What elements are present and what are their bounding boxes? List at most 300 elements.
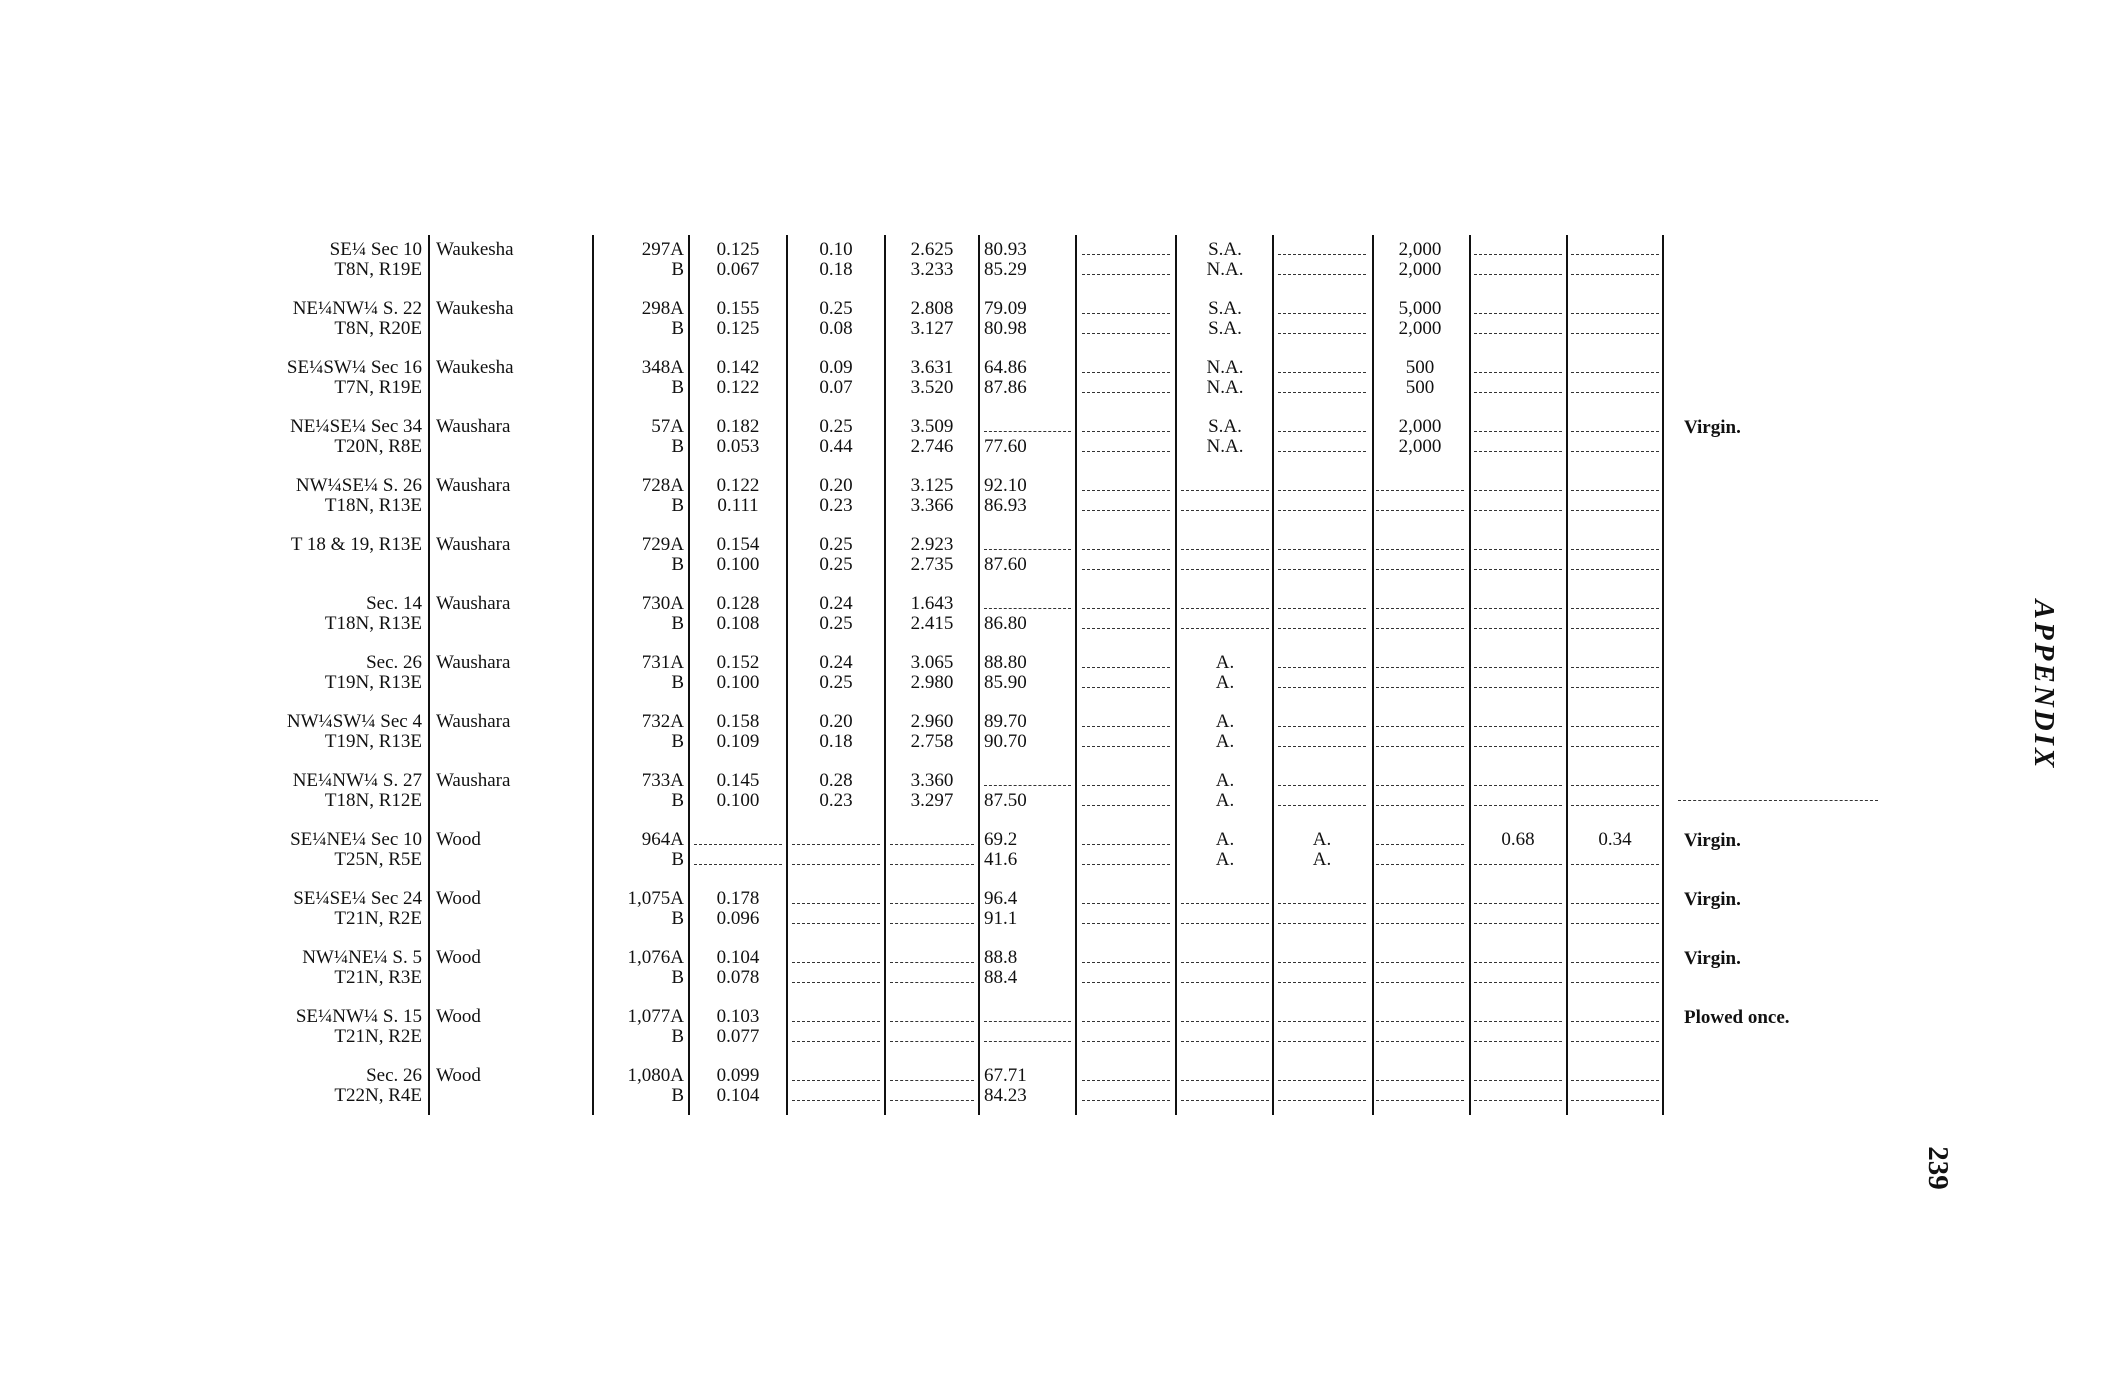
c3-value: 2.808 <box>910 298 954 319</box>
cell-c1 <box>694 889 782 929</box>
leader-dots <box>1376 555 1464 575</box>
leader-dots <box>1376 673 1464 693</box>
cell-c8 <box>1376 594 1464 634</box>
c2-value: 0.20 <box>819 475 853 496</box>
leader-dots <box>1571 712 1659 732</box>
c4-value: 79.09 <box>984 298 1027 319</box>
leader-dots <box>1474 594 1562 614</box>
c8-value: 2,000 <box>1398 259 1442 280</box>
lab-value: B <box>671 495 684 516</box>
c1-value: 0.122 <box>716 377 760 398</box>
c3-value: 2.735 <box>910 554 954 575</box>
lab-value: B <box>671 436 684 457</box>
leader-dots <box>792 1007 880 1027</box>
cell-c10 <box>1571 476 1659 516</box>
leader-dots <box>1082 850 1170 870</box>
leader-dots <box>1571 889 1659 909</box>
loc-value: NE¼NW¼ S. 27 <box>292 770 422 791</box>
leader-dots <box>1278 555 1366 575</box>
c3-value: 2.625 <box>910 239 954 260</box>
lab-value: 730A <box>641 593 684 614</box>
cell-c6 <box>1181 594 1269 634</box>
c2-value: 0.25 <box>819 672 853 693</box>
cell-c7 <box>1278 712 1366 752</box>
leader-dots <box>1278 358 1366 378</box>
cell-c5 <box>1082 889 1170 929</box>
leader-dots <box>1082 496 1170 516</box>
leader-dots <box>1082 732 1170 752</box>
c1-value: 0.099 <box>716 1065 760 1086</box>
leader-dots <box>1278 594 1366 614</box>
c3-value: 2.960 <box>910 711 954 732</box>
leader-dots <box>1278 791 1366 811</box>
loc-value: Sec. 14 <box>366 593 422 614</box>
cell-c8 <box>1376 1066 1464 1106</box>
leader-dots <box>1082 1027 1170 1047</box>
leader-dots <box>792 889 880 909</box>
cell-c5 <box>1082 830 1170 870</box>
leader-dots <box>1082 417 1170 437</box>
cell-county <box>436 1007 586 1047</box>
cell-county <box>436 830 586 870</box>
leader-dots <box>984 535 1071 555</box>
cell-lab <box>596 889 684 929</box>
cell-c1 <box>694 240 782 280</box>
leader-dots <box>1082 437 1170 457</box>
cell-c2 <box>792 889 880 929</box>
lab-value: B <box>671 259 684 280</box>
lab-value: B <box>671 377 684 398</box>
cell-c7 <box>1278 1007 1366 1047</box>
c1-value: 0.178 <box>716 888 760 909</box>
c1-value: 0.125 <box>716 239 760 260</box>
c2-value: 0.18 <box>819 259 853 280</box>
cell-c10 <box>1571 1066 1659 1106</box>
leader-dots <box>1571 437 1659 457</box>
leader-dots <box>792 948 880 968</box>
c1-value: 0.145 <box>716 770 760 791</box>
cell-c6 <box>1181 1066 1269 1106</box>
cell-c2 <box>792 1007 880 1047</box>
loc-value: SE¼SE¼ Sec 24 <box>293 888 422 909</box>
cell-county <box>436 712 586 752</box>
cell-c5 <box>1082 594 1170 634</box>
cell-c5 <box>1082 535 1170 575</box>
cell-lab <box>596 830 684 870</box>
county-name: Waushara <box>436 593 511 614</box>
running-head: APPENDIX <box>2028 599 2060 771</box>
leader-dots <box>1181 968 1269 988</box>
leader-dots <box>1181 476 1269 496</box>
leader-dots <box>1082 260 1170 280</box>
cell-c4 <box>984 240 1071 280</box>
c2-value: 0.18 <box>819 731 853 752</box>
c3-value: 3.065 <box>910 652 954 673</box>
cell-c7 <box>1278 653 1366 693</box>
leader-dots <box>1278 260 1366 280</box>
cell-c9 <box>1474 889 1562 929</box>
lab-value: 1,080A <box>627 1065 684 1086</box>
loc-value: T8N, R20E <box>334 318 422 339</box>
county-name: Waushara <box>436 770 511 791</box>
leader-dots <box>1082 240 1170 260</box>
county-name: Waukesha <box>436 357 514 378</box>
leader-dots <box>1571 771 1659 791</box>
c4-value: 86.93 <box>984 495 1027 516</box>
cell-c10 <box>1571 771 1659 811</box>
cell-c8 <box>1376 1007 1464 1047</box>
c3-value: 3.297 <box>910 790 954 811</box>
leader-dots <box>1571 1027 1659 1047</box>
cell-c9 <box>1474 653 1562 693</box>
cell-county <box>436 594 586 634</box>
cell-c4 <box>984 712 1071 752</box>
lab-value: B <box>671 849 684 870</box>
c2-value: 0.25 <box>819 416 853 437</box>
c9-value: 0.68 <box>1501 829 1535 850</box>
leader-dots <box>1082 358 1170 378</box>
c1-value: 0.100 <box>716 672 760 693</box>
leader-dots <box>1278 1007 1366 1027</box>
c3-value: 2.923 <box>910 534 954 555</box>
leader-dots <box>1181 909 1269 929</box>
loc-value: SE¼SW¼ Sec 16 <box>286 357 422 378</box>
leader-dots <box>1376 850 1464 870</box>
leader-dots <box>1474 653 1562 673</box>
leader-dots <box>1474 614 1562 634</box>
leader-dots <box>1376 771 1464 791</box>
cell-county <box>436 948 586 988</box>
leader-dots <box>1376 476 1464 496</box>
loc-value: T19N, R13E <box>324 672 422 693</box>
table-row <box>0 1066 2126 1106</box>
cell-c3 <box>890 771 974 811</box>
c4-value: 77.60 <box>984 436 1027 457</box>
c3-value: 2.415 <box>910 613 954 634</box>
leader-dots <box>792 850 880 870</box>
cell-c3 <box>890 712 974 752</box>
c7-value: A. <box>1312 849 1332 870</box>
leader-dots <box>792 830 880 850</box>
leader-dots <box>1082 1066 1170 1086</box>
cell-c1 <box>694 299 782 339</box>
lab-value: 1,076A <box>627 947 684 968</box>
leader-dots <box>1474 909 1562 929</box>
cell-c5 <box>1082 240 1170 280</box>
leader-dots <box>1571 673 1659 693</box>
cell-c9 <box>1474 535 1562 575</box>
c1-value: 0.152 <box>716 652 760 673</box>
leader-dots <box>1376 909 1464 929</box>
leader-dots <box>890 948 974 968</box>
county-name: Waushara <box>436 711 511 732</box>
c8-value: 2,000 <box>1398 436 1442 457</box>
cell-c10 <box>1571 299 1659 339</box>
cell-c9 <box>1474 771 1562 811</box>
cell-lab <box>596 1066 684 1106</box>
leader-dots <box>1376 712 1464 732</box>
leader-dots <box>1278 240 1366 260</box>
leader-dots <box>1082 889 1170 909</box>
lab-value: 728A <box>641 475 684 496</box>
leader-dots <box>1278 437 1366 457</box>
leader-dots <box>1474 1066 1562 1086</box>
remark: Virgin. <box>1684 889 1741 910</box>
leader-dots <box>1082 653 1170 673</box>
leader-dots <box>890 889 974 909</box>
leader-dots <box>1571 791 1659 811</box>
cell-lab <box>596 653 684 693</box>
cell-c9 <box>1474 594 1562 634</box>
leader-dots <box>1571 1086 1659 1106</box>
c1-value: 0.096 <box>716 908 760 929</box>
lab-value: B <box>671 1026 684 1047</box>
c1-value: 0.104 <box>716 1085 760 1106</box>
leader-dots <box>1474 1027 1562 1047</box>
c4-value: 87.60 <box>984 554 1027 575</box>
leader-dots <box>1571 496 1659 516</box>
cell-county <box>436 889 586 929</box>
c4-value: 88.4 <box>984 967 1018 988</box>
cell-c10 <box>1571 653 1659 693</box>
table-row <box>0 417 2126 457</box>
leader-dots <box>1181 614 1269 634</box>
leader-dots <box>1181 948 1269 968</box>
county-name: Waushara <box>436 416 511 437</box>
remark: Virgin. <box>1684 948 1741 969</box>
cell-c6 <box>1181 240 1269 280</box>
leader-dots <box>1181 594 1269 614</box>
lab-value: 733A <box>641 770 684 791</box>
cell-loc <box>225 712 422 752</box>
cell-c3 <box>890 476 974 516</box>
lab-value: 348A <box>641 357 684 378</box>
leader-dots <box>1474 1086 1562 1106</box>
c4-value: 80.98 <box>984 318 1027 339</box>
cell-c6 <box>1181 1007 1269 1047</box>
cell-c8 <box>1376 830 1464 870</box>
loc-value: T18N, R12E <box>324 790 422 811</box>
cell-county <box>436 476 586 516</box>
cell-c10 <box>1571 358 1659 398</box>
leader-dots <box>984 1007 1071 1027</box>
leader-dots <box>890 968 974 988</box>
loc-value: SE¼ Sec 10 <box>329 239 422 260</box>
cell-c1 <box>694 476 782 516</box>
leader-dots <box>890 830 974 850</box>
c1-value: 0.077 <box>716 1026 760 1047</box>
cell-county <box>436 1066 586 1106</box>
cell-c7 <box>1278 889 1366 929</box>
leader-dots <box>1571 535 1659 555</box>
leader-dots <box>1082 1086 1170 1106</box>
leader-dots <box>1474 1007 1562 1027</box>
leader-dots <box>694 830 782 850</box>
cell-c3 <box>890 594 974 634</box>
cell-c2 <box>792 712 880 752</box>
c2-value: 0.24 <box>819 593 853 614</box>
cell-c3 <box>890 889 974 929</box>
leader-dots <box>1376 594 1464 614</box>
c3-value: 3.125 <box>910 475 954 496</box>
cell-c8 <box>1376 653 1464 693</box>
leader-dots <box>1376 830 1464 850</box>
c2-value: 0.28 <box>819 770 853 791</box>
c2-value: 0.20 <box>819 711 853 732</box>
cell-loc <box>225 299 422 339</box>
leader-dots <box>792 1086 880 1106</box>
leader-dots <box>890 1086 974 1106</box>
leader-dots <box>1082 1007 1170 1027</box>
leader-dots <box>1181 1007 1269 1027</box>
leader-dots <box>1278 909 1366 929</box>
leader-dots <box>1571 653 1659 673</box>
cell-lab <box>596 417 684 457</box>
cell-c3 <box>890 240 974 280</box>
leader-dots <box>1474 712 1562 732</box>
cell-c6 <box>1181 653 1269 693</box>
cell-c8 <box>1376 299 1464 339</box>
cell-c8 <box>1376 889 1464 929</box>
c2-value: 0.10 <box>819 239 853 260</box>
lab-value: B <box>671 1085 684 1106</box>
leader-dots <box>1181 535 1269 555</box>
leader-dots <box>984 594 1071 614</box>
c3-value: 2.980 <box>910 672 954 693</box>
cell-c3 <box>890 653 974 693</box>
table-row <box>0 476 2126 516</box>
leader-dots <box>1082 299 1170 319</box>
cell-c5 <box>1082 653 1170 693</box>
c4-value: 88.80 <box>984 652 1027 673</box>
lab-value: B <box>671 613 684 634</box>
lab-value: 57A <box>651 416 684 437</box>
leader-dots <box>890 1007 974 1027</box>
leader-dots <box>1474 240 1562 260</box>
leader-dots <box>1571 417 1659 437</box>
cell-c6 <box>1181 535 1269 575</box>
c2-value: 0.08 <box>819 318 853 339</box>
c4-value: 86.80 <box>984 613 1027 634</box>
cell-c5 <box>1082 712 1170 752</box>
c6-value: A. <box>1215 829 1235 850</box>
cell-c10 <box>1571 830 1659 870</box>
c1-value: 0.053 <box>716 436 760 457</box>
cell-c3 <box>890 830 974 870</box>
county-name: Waukesha <box>436 239 514 260</box>
loc-value: NW¼NE¼ S. 5 <box>302 947 422 968</box>
lab-value: 1,077A <box>627 1006 684 1027</box>
leader-dots <box>1571 299 1659 319</box>
cell-c2 <box>792 535 880 575</box>
leader-dots <box>1571 732 1659 752</box>
table-row <box>0 712 2126 752</box>
cell-c1 <box>694 535 782 575</box>
cell-c10 <box>1571 240 1659 280</box>
c2-value: 0.24 <box>819 652 853 673</box>
county-name: Wood <box>436 829 481 850</box>
leader-dots <box>1082 378 1170 398</box>
cell-c5 <box>1082 948 1170 988</box>
cell-lab <box>596 535 684 575</box>
cell-c7 <box>1278 830 1366 870</box>
leader-dots <box>1474 732 1562 752</box>
cell-loc <box>225 535 422 575</box>
cell-loc <box>225 358 422 398</box>
lab-value: 298A <box>641 298 684 319</box>
leader-dots <box>1181 496 1269 516</box>
c4-value: 80.93 <box>984 239 1027 260</box>
leader-dots <box>1474 771 1562 791</box>
c4-value: 64.86 <box>984 357 1027 378</box>
leader-dots <box>1082 319 1170 339</box>
c4-value: 84.23 <box>984 1085 1027 1106</box>
leader-dots <box>890 850 974 870</box>
cell-c6 <box>1181 771 1269 811</box>
leader-dots <box>1278 1086 1366 1106</box>
c3-value: 3.520 <box>910 377 954 398</box>
cell-c5 <box>1082 299 1170 339</box>
leader-dots <box>1571 260 1659 280</box>
leader-dots <box>1474 889 1562 909</box>
leader-dots <box>1278 535 1366 555</box>
leader-dots <box>890 1066 974 1086</box>
leader-dots <box>1474 260 1562 280</box>
loc-value: SE¼NE¼ Sec 10 <box>290 829 422 850</box>
cell-c6 <box>1181 358 1269 398</box>
leader-dots <box>1474 791 1562 811</box>
leader-dots <box>1376 1027 1464 1047</box>
c1-value: 0.182 <box>716 416 760 437</box>
table-row <box>0 1007 2126 1047</box>
c2-value: 0.25 <box>819 613 853 634</box>
leader-dots <box>984 417 1071 437</box>
c4-value: 85.90 <box>984 672 1027 693</box>
c2-value: 0.44 <box>819 436 853 457</box>
cell-c1 <box>694 594 782 634</box>
loc-value: SE¼NW¼ S. 15 <box>295 1006 422 1027</box>
cell-c2 <box>792 1066 880 1106</box>
loc-value: T 18 & 19, R13E <box>290 534 422 555</box>
cell-c1 <box>694 1007 782 1047</box>
cell-lab <box>596 1007 684 1047</box>
cell-lab <box>596 358 684 398</box>
cell-loc <box>225 1007 422 1047</box>
cell-c3 <box>890 535 974 575</box>
loc-value: Sec. 26 <box>366 1065 422 1086</box>
table-row <box>0 948 2126 988</box>
c1-value: 0.125 <box>716 318 760 339</box>
c6-value: S.A. <box>1208 318 1242 339</box>
cell-c7 <box>1278 535 1366 575</box>
c1-value: 0.067 <box>716 259 760 280</box>
lab-value: B <box>671 318 684 339</box>
cell-loc <box>225 594 422 634</box>
leader-dots <box>1571 948 1659 968</box>
cell-c6 <box>1181 712 1269 752</box>
cell-county <box>436 535 586 575</box>
table-row <box>0 535 2126 575</box>
cell-c2 <box>792 299 880 339</box>
cell-c3 <box>890 299 974 339</box>
leader-dots <box>1376 889 1464 909</box>
leader-dots <box>1181 1066 1269 1086</box>
c1-value: 0.155 <box>716 298 760 319</box>
c6-value: A. <box>1215 672 1235 693</box>
leader-dots <box>1571 1066 1659 1086</box>
cell-lab <box>596 594 684 634</box>
county-name: Wood <box>436 1065 481 1086</box>
